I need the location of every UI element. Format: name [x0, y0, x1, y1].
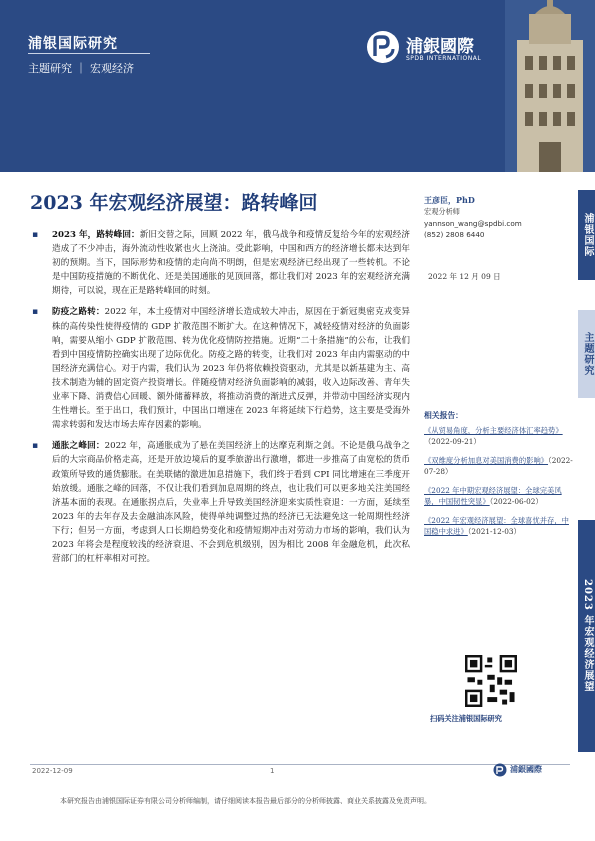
- paragraph-text: 2022 年，高通胀成为了悬在美国经济上的达摩克利斯之剑。不论是俄乌战争之后的大宗商品价格走高，还是开放边境后的夏季旅游出行激增，都进一步推高了由宽松的货币政策所导致的通货膨胀。在美联储的激进加息措施下，我们终于看到 CPI 同比增速在三季度开始放缓。通胀之峰的回落，不仅让我们看到加息周期的终点，也让我们可以更多地关注美国经济基本面的表现。在通胀拐点后，失业率上升导致美国经济迎来实质性衰退：一方面，延续至 2023 年的去年存及去金融油冻风险，使得单纯调整过热的经济已无法避免这一轮周期性经济下行；但另一方面，考虑到人口长期趋势变化和疫情短期冲击对劳动力市场的影响，我们认为 2023 年将会是程度较浅的经济衰退、不会到危机级别，因为相比 2008 年金融危机，此次私营部门的杠杆率相对可控。: [52, 441, 410, 565]
- related-report-item[interactable]: [424, 425, 574, 448]
- footer-date: 2022-12-09: [32, 767, 73, 775]
- footer-logo: [493, 763, 553, 777]
- paragraph-lead: 2023 年，路转峰回：: [52, 230, 140, 240]
- related-report-item[interactable]: [424, 515, 574, 538]
- body-column: [30, 228, 410, 573]
- qr-caption: 扫码关注浦银国际研究: [430, 714, 502, 723]
- logo-english-name: SPDB INTERNATIONAL: [406, 55, 482, 62]
- related-reports: [424, 410, 574, 545]
- side-tab-report: 2023 年宏观经济展望: [578, 520, 595, 752]
- report-category: 主题研究 ｜ 宏观经济: [28, 62, 134, 75]
- paragraph-epidemic: [30, 305, 410, 432]
- related-report-item[interactable]: [424, 455, 574, 478]
- analyst-role: 宏观分析师: [424, 207, 460, 216]
- banner-divider: [28, 53, 150, 54]
- company-logo: [366, 28, 516, 72]
- report-date: 2022 年 12 月 09 日: [428, 272, 501, 281]
- related-report-date: （2021-12-03）: [467, 527, 521, 536]
- analyst-email[interactable]: yannson_wang@spdbi.com: [424, 218, 522, 228]
- bullet-icon: ▪: [32, 441, 39, 452]
- related-report-date: （2022-09-21）: [424, 437, 481, 446]
- related-report-link[interactable]: 《从贸易角度，分析主要经济体汇率趋势》: [424, 425, 563, 435]
- paragraph-text: 2022 年，本土疫情对中国经济增长造成较大冲击，原因在于新冠奥密克戎变异株的高传染性使得疫情的 GDP 扩散范围不断扩大。在这种情况下，减轻疫情对经济的负面影响，需要从缩小 GDP 扩散范围、转为优化疫情防控措施。近期“二十条措施”的公布，让我们看到中国疫情防控确实出现了边际优化。防疫之路的转变，让我们对 2023 年由内需驱动的中国经济充满信心。对于内需，我们认为 2023 年仍将依赖投资驱动，尤其是以新基建为主、高技术制造为辅的固定资产投资增长。伴随疫情对经济负面影响的减弱，收入边际改善、青年失业率下降、消费信心回暖、额外储蓄释放，将推动消费的渐进式反弹，并带动中国经济实现内生性增长。至于出口，我们预计，中国出口增速在 2023 年将延续下行趋势，这主要是受海外需求转弱和发达市场去库存因素的影响。: [52, 307, 410, 431]
- page-title: 2023 年宏观经济展望：路转峰回: [30, 192, 318, 214]
- related-report-link[interactable]: 《2022 年中期宏观经济展望：全球完美风暴，中国韧性突显》: [424, 485, 562, 506]
- footer-logo-icon: [493, 763, 507, 777]
- disclaimer: 本研究报告由浦银国际证券有限公司分析师编制，请仔细阅读本报告最后部分的分析师披露、商业关系披露及免责声明。: [60, 797, 431, 805]
- related-report-date: （2022-06-02）: [489, 497, 543, 506]
- footer-divider: [30, 764, 570, 765]
- paragraph-lead: 防疫之路转：: [52, 307, 105, 318]
- footer-logo-name: 浦銀國際: [510, 764, 542, 774]
- related-report-item[interactable]: [424, 485, 574, 508]
- related-heading: 相关报告：: [424, 411, 463, 420]
- page-number: 1: [270, 767, 275, 775]
- bullet-icon: ▪: [32, 307, 39, 318]
- paragraph-outlook: [30, 228, 410, 298]
- paragraph-text: 新旧交替之际，回顾 2022 年，俄乌战争和疫情反复给今年的宏观经济造成了不少冲击，海外流动性收紧也火上浇油。受此影响，中国和西方的经济增长都未达到年初的预期。当下，国际形势和疫情的走向尚不明朗，但是宏观经济已经出现了一些转机。不论是中国防疫措施的不断优化、还是美国通胀的见顶回落，都让我们对 2023 年的宏观经济充满期待，可以说，现在正是路转峰回的时刻。: [52, 230, 410, 297]
- brand-title: 浦银国际研究: [28, 36, 118, 52]
- related-report-link[interactable]: 《双维度分析加息对美国消费的影响》: [424, 455, 549, 465]
- logo-mark-icon: [366, 30, 400, 64]
- analyst-info: [424, 195, 584, 241]
- side-tab-category: 主题研究: [578, 310, 595, 398]
- related-report-date: （2022-07-28）: [424, 455, 573, 476]
- related-report-link[interactable]: 《2022 年宏观经济展望：全球喜忧并存，中国稳中求进》: [424, 515, 569, 536]
- paragraph-inflation: [30, 439, 410, 566]
- bullet-icon: ▪: [32, 230, 39, 240]
- qr-code-icon[interactable]: [465, 655, 517, 707]
- analyst-phone: (852) 2808 6440: [424, 230, 485, 239]
- header-banner: [0, 0, 595, 172]
- analyst-name: 王彦臣，PhD: [424, 195, 475, 205]
- logo-name: 浦銀國際: [406, 37, 474, 57]
- paragraph-lead: 通胀之峰回：: [52, 441, 105, 452]
- building-image: [505, 0, 595, 172]
- side-tab-brand: 浦银国际: [578, 190, 595, 280]
